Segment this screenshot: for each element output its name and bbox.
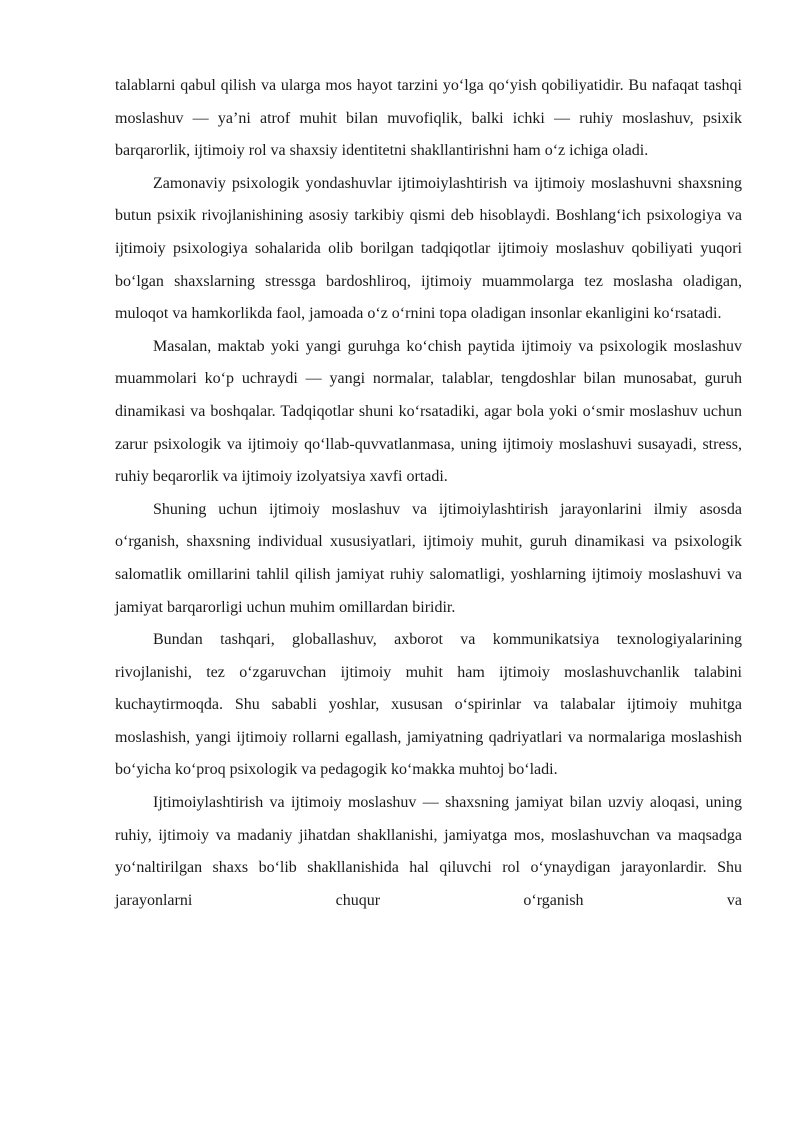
paragraph-5: Bundan tashqari, globallashuv, axborot va kommunikatsiya texnologiyalarining rivojlanishi, tez o‘zgaruvchan ijtimoiy muhit ham ijtimoiy moslashuvchanlik talabini kuchaytirmoqda. Shu sababli yoshlar, xususan o‘spirinlar va talabalar ijtimoiy muhitga moslashish, yangi ijtimoiy rollarni egallash, jamiyatning qadriyatlari va normalariga moslashish bo‘yicha ko‘proq psixologik va pedagogik ko‘makka muhtoj bo‘ladi. bbox=[115, 631, 742, 779]
paragraph-4: Shuning uchun ijtimoiy moslashuv va ijtimoiylashtirish jarayonlarini ilmiy asosda o‘rganish, shaxsning individual xususiyatlari, ijtimoiy muhit, guruh dinamikasi va psixologik salomatlik omillarini tahlil qilish jamiyat ruhiy salomatligi, yoshlarning ijtimoiy moslashuvi va jamiyat barqarorligi uchun muhim omillardan biridir. bbox=[115, 500, 742, 616]
paragraph-3: Masalan, maktab yoki yangi guruhga ko‘chish paytida ijtimoiy va psixologik moslashuv muammolari ko‘p uchraydi — yangi normalar, talablar, tengdoshlar bilan munosabat, guruh dinamikasi va boshqalar. Tadqiqotlar shuni ko‘rsatadiki, agar bola yoki o‘smir moslashuv uchun zarur psixologik va ijtimoiy qo‘llab-quvvatlanmasa, uning ijtimoiy moslashuvi susayadi, stress, ruhiy beqarorlik va ijtimoiy izolyatsiya xavfi ortadi. bbox=[115, 337, 742, 486]
document-page bbox=[115, 70, 742, 917]
paragraph-6: Ijtimoiylashtirish va ijtimoiy moslashuv — shaxsning jamiyat bilan uzviy aloqasi, uning ruhiy, ijtimoiy va madaniy jihatdan shakllanishi, jamiyatga mos, moslashuvchan va maqsadga yo‘naltirilgan shaxs bo‘lib shakllanishida hal qiluvchi rol o‘ynaydigan jarayonlardir. Shu jarayonlarni chuqur o‘rganish va bbox=[115, 794, 742, 909]
paragraph-1: talablarni qabul qilish va ularga mos hayot tarzini yo‘lga qo‘yish qobiliyatidir. Bu nafaqat tashqi moslashuv — ya’ni atrof muhit bilan muvofiqlik, balki ichki — ruhiy moslashuv, psixik barqarorlik, ijtimoiy rol va shaxsiy identitetni shakllantirishni ham o‘z ichiga oladi. bbox=[115, 77, 742, 160]
paragraph-2: Zamonaviy psixologik yondashuvlar ijtimoiylashtirish va ijtimoiy moslashuvni shaxsning butun psixik rivojlanishining asosiy tarkibiy qismi deb hisoblaydi. Boshlang‘ich psixologiya va ijtimoiy psixologiya sohalarida olib borilgan tadqiqotlar ijtimoiy moslashuv qobiliyati yuqori bo‘lgan shaxslarning stressga bardoshliroq, ijtimoiy muammolarga tez moslasha oladigan, muloqot va hamkorlikda faol, jamoada o‘z o‘rnini topa oladigan insonlar ekanligini ko‘rsatadi. bbox=[115, 174, 742, 323]
